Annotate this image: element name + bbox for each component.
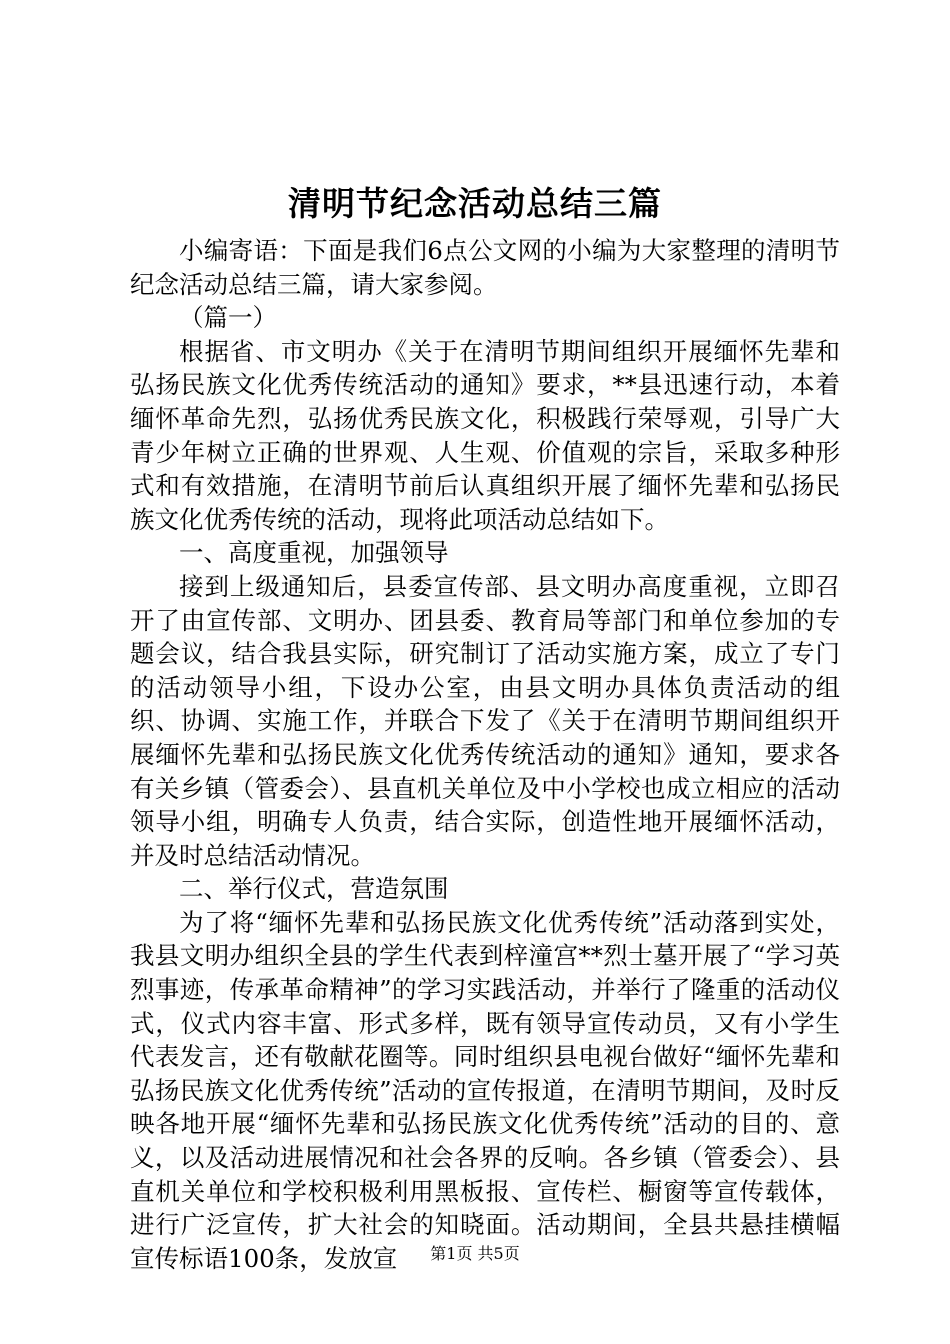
section-label-part-one: （篇一） (179, 303, 277, 333)
document-body (130, 234, 840, 1275)
paragraph: 接到上级通知后，县委宣传部、县文明办高度重视，立即召开了由宣传部、文明办、团县委、教育局等部门和单位参加的专题会议，结合我县实际，研究制订了活动实施方案，成立了专门的活动领导小组，下设办公室，由县文明办具体负责活动的组织、协调、实施工作，并联合下发了《关于在清明节期间组织开展缅怀先辈和弘扬民族文化优秀传统活动的通知》通知，要求各有关乡镇（管委会）、县直机关单位及中小学校也成立相应的活动领导小组，明确专人负责，结合实际，创造性地开展缅怀活动，并及时总结活动情况。 (130, 571, 840, 870)
document-title: 清明节纪念活动总结三篇 (288, 184, 662, 223)
paragraph: 根据省、市文明办《关于在清明节期间组织开展缅怀先辈和弘扬民族文化优秀传统活动的通知》要求，**县迅速行动，本着缅怀革命先烈，弘扬优秀民族文化，积极践行荣辱观，引导广大青少年树立正确的世界观、人生观、价值观的宗旨，采取多种形式和有效措施，在清明节前后认真组织开展了缅怀先辈和弘扬民族文化优秀传统的活动，现将此项活动总结如下。 (130, 336, 840, 534)
section-heading: 一、高度重视，加强领导 (179, 538, 449, 568)
page-footer: 第1页 共5页 (430, 1244, 520, 1263)
paragraph: 为了将“缅怀先辈和弘扬民族文化优秀传统”活动落到实处，我县文明办组织全县的学生代表到梓潼宫**烈士墓开展了“学习英烈事迹，传承革命精神”的学习实践活动，并举行了隆重的活动仪式，仪式内容丰富、形式多样，既有领导宣传动员，又有小学生代表发言，还有敬献花圈等。同时组织县电视台做好“缅怀先辈和弘扬民族文化优秀传统”活动的宣传报道，在清明节期间，及时反映各地开展“缅怀先辈和弘扬民族文化优秀传统”活动的目的、意义，以及活动进展情况和社会各界的反响。各乡镇（管委会）、县直机关单位和学校积极利用黑板报、宣传栏、橱窗等宣传载体，进行广泛宣传，扩大社会的知晓面。活动期间，全县共悬挂横幅宣传标语100条，发放宣 (130, 907, 840, 1273)
paragraph-intro: 小编寄语：下面是我们6点公文网的小编为大家整理的清明节纪念活动总结三篇，请大家参阅。 (130, 236, 840, 299)
section-heading: 二、举行仪式，营造氛围 (179, 874, 449, 904)
